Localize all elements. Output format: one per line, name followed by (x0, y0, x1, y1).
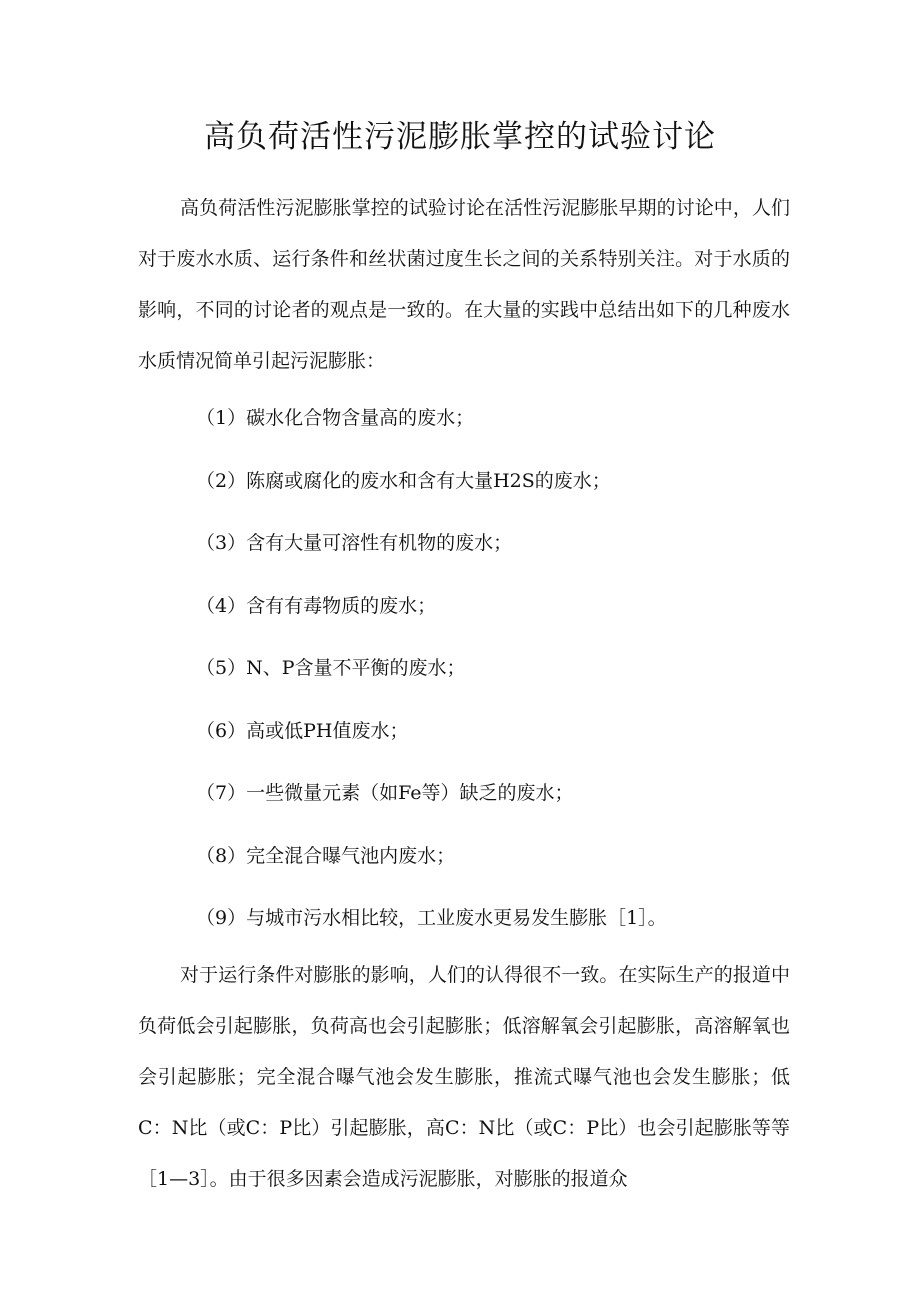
list-item: （6）高或低PH值废水； (196, 719, 409, 742)
list-item: （5）N、P含量不平衡的废水； (196, 657, 466, 679)
list-item: （2）陈腐或腐化的废水和含有大量H2S的废水； (196, 469, 611, 492)
water-quality-list (196, 387, 796, 950)
list-item: （3）含有大量可溶性有机物的废水； (196, 532, 513, 554)
list-item: （4）含有有毒物质的废水； (196, 594, 437, 617)
document-title: 高负荷活性污泥膨胀掌控的试验讨论 (204, 119, 716, 155)
intro-paragraph: 高负荷活性污泥膨胀掌控的试验讨论在活性污泥膨胀早期的讨论中，人们对于废水水质、运行条件和丝状菌过度生长之间的关系特别关注。对于水质的影响，不同的讨论者的观点是一致的。在大量的实践中总结出如下的几种废水水质情况简单引起污泥膨胀： (138, 197, 790, 372)
list-item: （1）碳水化合物含量高的废水； (196, 407, 475, 429)
list-item: （9）与城市污水相比较，工业废水更易发生膨胀［1］。 (196, 907, 667, 929)
operating-conditions-paragraph: 对于运行条件对膨胀的影响，人们的认得很不一致。在实际生产的报道中负荷低会引起膨胀，负荷高也会引起膨胀；低溶解氧会引起膨胀，高溶解氧也会引起膨胀；完全混合曝气池会发生膨胀，推流式曝气池也会发生膨胀；低C：N比（或C：P比）引起膨胀，高C：N比（或C：P比）也会引起膨胀等等［1—3］。由于很多因素会造成污泥膨胀，对膨胀的报道众 (138, 964, 790, 1190)
list-item: （8）完全混合曝气池内废水； (196, 844, 456, 867)
list-item: （7）一些微量元素（如Fe等）缺乏的废水； (196, 782, 574, 804)
